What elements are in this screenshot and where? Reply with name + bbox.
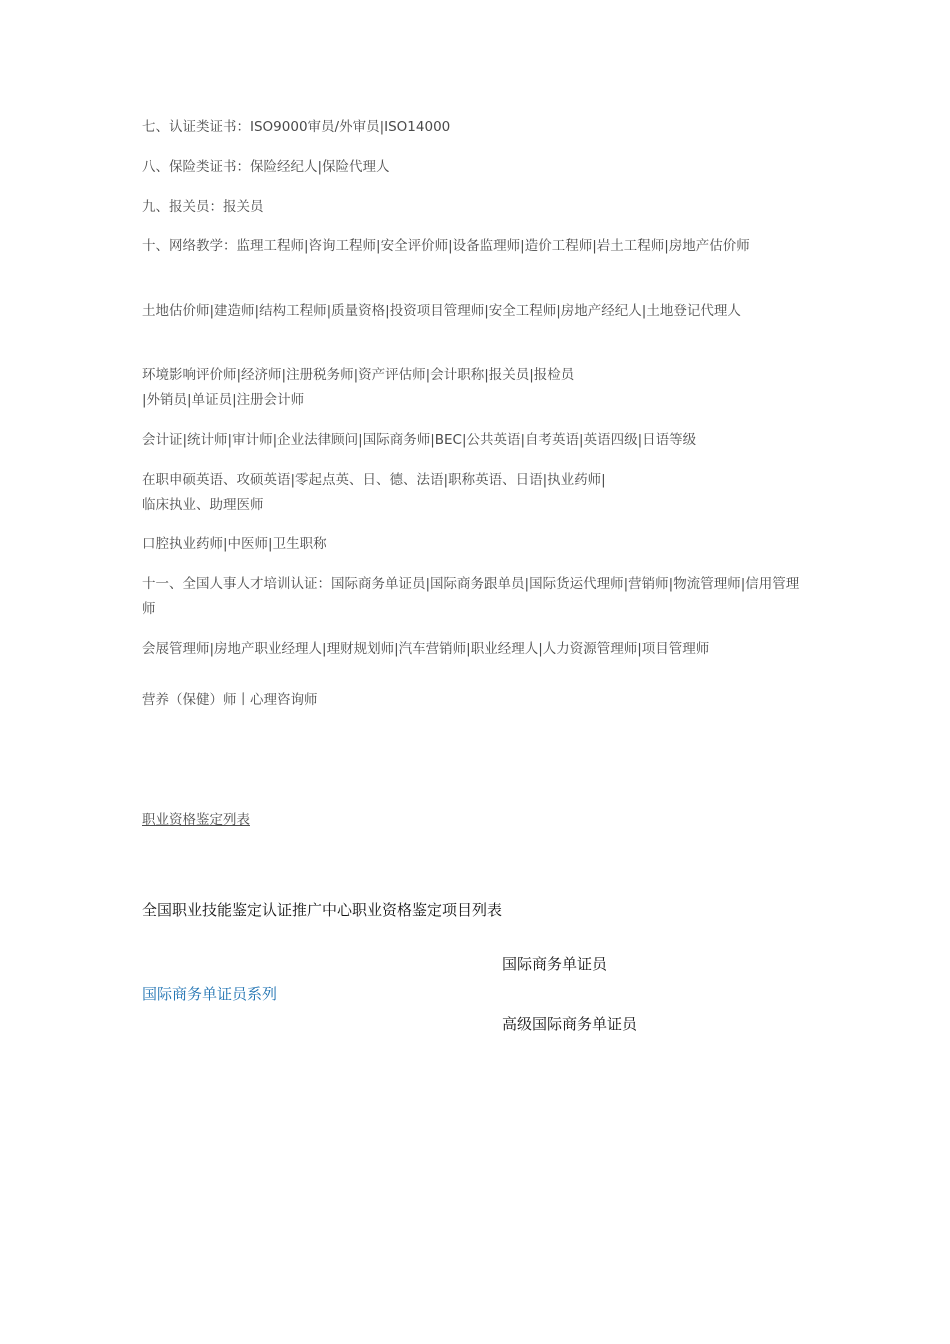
paragraph-accounting: 会计证|统计师|审计师|企业法律顾问|国际商务师|BEC|公共英语|自考英语|英语四级|日语等级 [142,432,697,448]
series-link[interactable]: 国际商务单证员系列 [142,985,278,1003]
paragraph-customs: 九、报关员：报关员 [142,199,264,215]
paragraph-land-appraiser: 土地估价师|建造师|结构工程师|质量资格|投资项目管理师|安全工程师|房地产经纪人|土地登记代理人 [142,303,741,319]
paragraph-clinical: 临床执业、助理医师 [142,497,264,513]
paragraph-online-teaching: 十、网络教学：监理工程师|咨询工程师|安全评价师|设备监理师|造价工程师|岩土工程师|房地产估价师 [142,238,750,254]
paragraph-certification: 七、认证类证书：ISO9000审员/外审员|ISO14000 [142,119,451,135]
paragraph-dental: 口腔执业药师|中医师|卫生职称 [142,536,327,552]
paragraph-exhibition: 会展管理师|房地产职业经理人|理财规划师|汽车营销师|职业经理人|人力资源管理师|项目管理师 [142,641,710,657]
paragraph-export-sales: |外销员|单证员|注册会计师 [142,392,305,408]
paragraph-environment: 环境影响评价师|经济师|注册税务师|资产评估师|会计职称|报关员|报检员 [142,367,575,383]
paragraph-english: 在职申硕英语、攻硕英语|零起点英、日、德、法语|职称英语、日语|执业药师| [142,472,606,488]
paragraph-hr-training: 十一、全国人事人才培训认证：国际商务单证员|国际商务跟单员|国际货运代理师|营销师|物流管理师|信用管理师 [142,576,800,617]
series-item: 国际商务单证员 [502,955,608,973]
paragraph-nutrition: 营养（保健）师丨心理咨询师 [142,692,318,708]
section-heading: 全国职业技能鉴定认证推广中心职业资格鉴定项目列表 [142,901,503,919]
paragraph-insurance: 八、保险类证书：保险经纪人|保险代理人 [142,159,390,175]
series-item: 高级国际商务单证员 [502,1015,638,1033]
qualification-list-link[interactable]: 职业资格鉴定列表 [142,812,250,828]
